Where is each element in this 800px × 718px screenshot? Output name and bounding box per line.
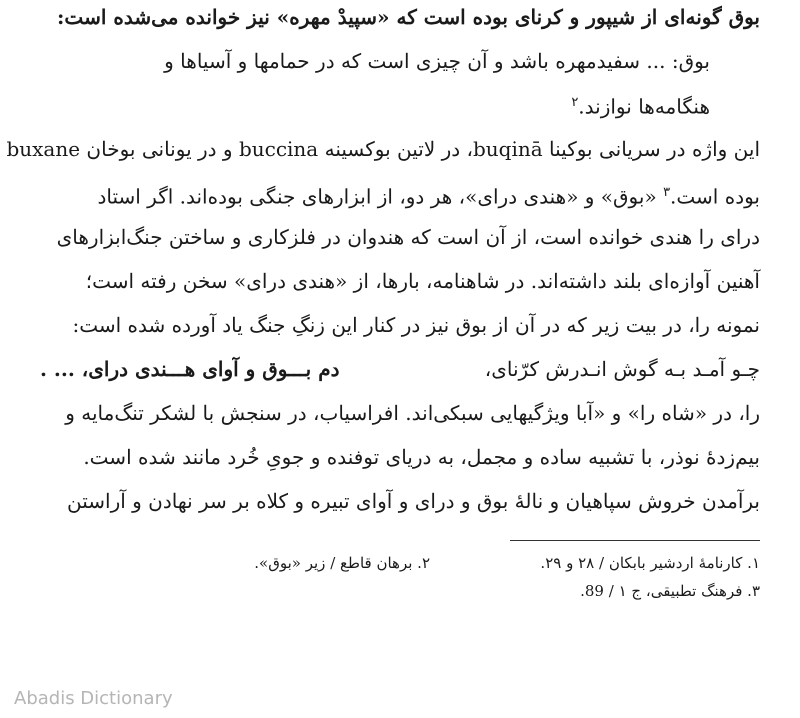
text-line-7	[86, 266, 760, 296]
text-line-5-b: «بوق» و «هندی درای»، هر دو، از ابزارهای جنگی بوده‌اند. اگر استاد	[97, 184, 657, 209]
text-line-10	[65, 398, 760, 428]
quote-line-1-content: بوق: ... سفیدمهره باشد و آن چیزی است که در حمامها و آسیاها و	[164, 49, 710, 73]
text-line-12	[67, 486, 760, 516]
quote-line-2	[571, 88, 710, 122]
text-line-6-content: درای را هندی خوانده است، از آن است که هندوان در فلزکاری و ساختن جنگ‌ابزارهای	[56, 225, 760, 249]
text-line-10-content: را، در «شاه را» و «آبا ویژگیهایی سبکی‌اند. افراسیاب، در سنجش با لشکر تنگ‌مایه و	[65, 401, 760, 425]
text-line-11	[83, 442, 760, 472]
text-line-4	[6, 134, 760, 164]
footnote-ref-3: ۳	[663, 185, 671, 200]
watermark: Abadis Dictionary	[14, 688, 173, 709]
text-line-12-content: برآمدن خروش سپاهیان و نالهٔ بوق و درای و آوای تبیره و کلاه بر سر نهادن و آراستن	[67, 489, 760, 513]
footnote-2: ۲. برهان قاطع / زیر «بوق».	[254, 554, 430, 572]
text-line-5-a: بوده است.	[670, 184, 760, 209]
verse-hemistich-1	[485, 354, 760, 384]
verse-hemistich-1-content: چـو آمـد بـه گوش انـدرش کرّنای،	[484, 357, 760, 381]
footnote-1: ۱. کارنامهٔ اردشیر بابکان / ۲۸ و ۲۹.	[540, 554, 760, 572]
text-line-1	[57, 2, 760, 32]
text-line-6	[57, 222, 760, 252]
text-line-4-content: این واژه در سریانی بوکینا buqinā، در لاتین بوکسینه buccina و در یونانی بوخان buxane	[6, 137, 760, 161]
footnote-ref-2: ۲	[571, 95, 579, 110]
quote-line-1	[164, 46, 710, 76]
text-line-7-content: آهنین آوازه‌ای بلند داشته‌اند. در شاهنامه، بارها، از «هندی درای» سخن رفته است؛	[85, 269, 760, 293]
verse-hemistich-2	[40, 354, 340, 384]
text-line-5	[97, 178, 760, 212]
verse-hemistich-2-content: دم بـــوق و آوای هـــندی درای، ... .	[40, 357, 340, 381]
footnote-3: ۳. فرهنگ تطبیقی، ج ۱ / 89.	[580, 582, 760, 600]
text-line-11-content: بیم‌زدهٔ نوذر، با تشبیه ساده و مجمل، به دریای توفنده و جویِ خُرد مانند شده است.	[83, 445, 760, 469]
text-line-8	[73, 310, 761, 340]
quote-line-2-content: هنگامه‌ها نوازند.	[578, 94, 710, 119]
text-line-1-content: بوق گونه‌ای از شیپور و کرنای بوده است که «سپیدْ مهره» نیز خوانده می‌شده است:	[57, 5, 760, 29]
footnote-separator	[510, 540, 760, 541]
text-line-8-content: نمونه را، در بیت زیر که در آن از بوق نیز در کنار این زنگِ جنگ یاد آورده شده است:	[72, 313, 760, 337]
